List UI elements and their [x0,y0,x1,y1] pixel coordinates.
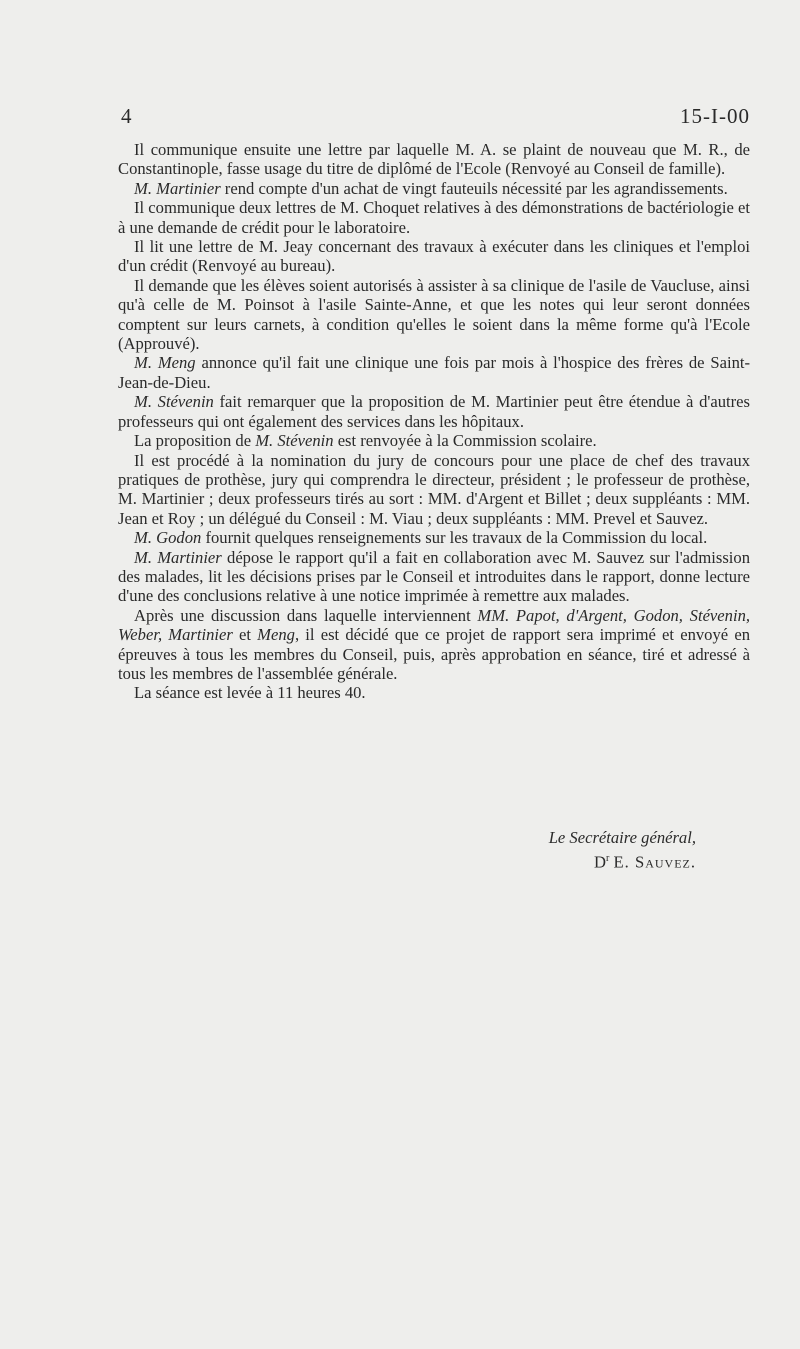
paragraph-text: , il est décidé que ce projet de rapport sera imprimé et envoyé en épreuves à tous les membres du Conseil, puis, après approbation en séance, tiré et adressé à tous les membres de l'assemblée générale. [118,625,750,683]
paragraph [118,548,750,606]
paragraph-text: fait remarquer que la proposition de M. Martinier peut être étendue à d'autres professeurs qui ont également des services dans les hôpitaux. [118,392,750,431]
paragraph [118,353,750,392]
person-name: M. Martinier [134,547,222,567]
paragraph-text: Il communique deux lettres de M. Choquet relatives à des démonstrations de bactériologie et à une demande de crédit pour le laboratoire. [118,198,750,237]
signature-prefix: D [594,852,607,872]
paragraph [118,276,750,354]
person-name: MM. Papot, d'Argent, Godon, Stévenin, Weber, Martinier [118,605,751,645]
paragraph-text: est renvoyée à la Commission scolaire. [333,431,597,451]
paragraph-text: Il lit une lettre de M. Jeay concernant des travaux à exécuter dans les cliniques et l'emploi d'un crédit (Renvoyé au bureau). [118,237,750,276]
paragraph-text: et [232,625,258,645]
person-name: M. Meng [134,353,196,373]
person-name: M. Stévenin [255,431,334,451]
paragraph-text: annonce qu'il fait une clinique une fois par mois à l'hospice des frères de Saint-Jean-de-Dieu. [118,353,751,392]
paragraph [118,528,750,547]
paragraph-text: Il demande que les élèves soient autorisés à assister à sa clinique de l'asile de Vaucluse, ainsi qu'à celle de M. Poinsot à l'asile Sainte-Anne, et que les notes qui leur seront données comptent sur leurs carnets, à condition qu'elles le soient dans la même forme qu'à l'Ecole (Approuvé). [118,275,750,354]
person-name: Meng [257,625,295,645]
signature-block [549,827,696,873]
paragraph [118,140,750,179]
signature-surname: E. Sauvez. [613,852,696,872]
paragraph-text: dépose le rapport qu'il a fait en collaboration avec M. Sauvez sur l'admission des malades, lit les décisions prises par le Conseil et introduites dans le rapport, donne lecture d'une des conclusions relative à une notice imprimée à remettre aux malades. [118,547,750,606]
page-number: 4 [121,104,132,128]
person-name: M. Stévenin [134,392,214,412]
paragraph [118,683,750,702]
signature-prefix-sup: r [606,853,610,864]
paragraph [118,431,750,450]
paragraph [118,237,750,276]
paragraph [118,198,750,237]
issue-date: 15-I-00 [680,104,750,128]
minutes-body [118,140,750,703]
paragraph-text: rend compte d'un achat de vingt fauteuils nécessité par les agrandissements. [220,178,728,198]
paragraph-text: Il est procédé à la nomination du jury de concours pour une place de chef des travaux pratiques de prothèse, jury qui comprendra le directeur, président ; le professeur de prothèse, M. Martinier ; deux professeurs tirés au sort : MM. d'Argent et Billet ; deux suppléants : MM. Jean et Roy ; un délégué du Conseil : M. Viau ; deux suppléants : MM. Prevel et Sauvez. [118,450,750,528]
paragraph [118,451,750,529]
paragraph-text: La séance est levée à 11 heures 40. [134,683,366,703]
paragraph-text: Après une discussion dans laquelle interviennent [134,605,478,625]
person-name: M. Martinier [134,178,221,198]
paragraph-text: fournit quelques renseignements sur les travaux de la Commission du local. [201,528,708,548]
paragraph-text: Il communique ensuite une lettre par laquelle M. A. se plaint de nouveau que M. R., de Constantinople, fasse usage du titre de diplômé de l'Ecole (Renvoyé au Conseil de famille). [118,140,750,179]
page-header [121,104,750,130]
paragraph-text: La proposition de [134,431,256,451]
paragraph [118,179,750,198]
person-name: M. Godon [134,528,202,548]
paragraph [118,606,750,684]
signature-title: Le Secrétaire général, [548,828,696,847]
signature-name [549,848,696,873]
paragraph [118,392,750,431]
